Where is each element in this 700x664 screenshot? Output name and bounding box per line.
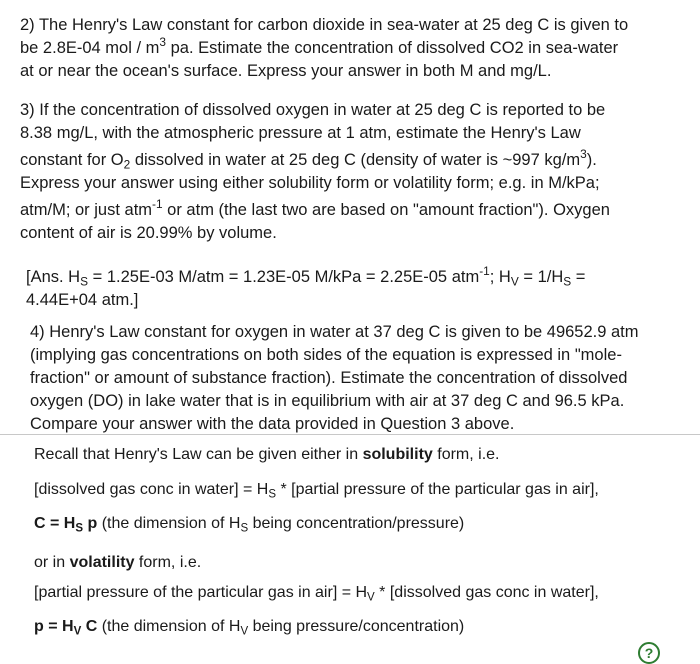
recall-intro: Recall that Henry's Law can be given either in solubility form, i.e. <box>34 446 500 463</box>
question-2 <box>20 14 688 83</box>
q3-line-1: 3) If the concentration of dissolved oxygen in water at 25 deg C is reported to be <box>20 101 606 119</box>
recall-solubility-formula: $C = H_S$ p (the dimension of $H_S$ being concentration/pressure) <box>34 515 465 535</box>
question-3 <box>20 99 688 245</box>
recall-volatility-intro: or in volatility form, i.e. <box>34 554 202 571</box>
section-divider <box>0 434 700 435</box>
recall-volatility-formula: $p = H_V$ C (the dimension of $H_V$ being pressure/concentration) <box>34 618 465 638</box>
q3-line-6: content of air is 20.99% by volume. <box>20 224 277 242</box>
answer-line-2: 4.44E+04 atm.] <box>26 291 139 309</box>
q4-line-3: fraction" or amount of substance fraction). Estimate the concentration of dissolved <box>30 369 628 387</box>
q3-line-5: atm/M; or just atm$^{-1}$ or atm (the last two are based on "amount fraction"). Oxygen <box>20 196 610 219</box>
q2-line-2: be 2.8E-04 mol / $m^3$ pa. Estimate the concentration of dissolved CO2 in sea-water <box>20 34 619 57</box>
answer-3 <box>26 263 694 312</box>
question-4 <box>30 321 698 436</box>
help-icon[interactable]: ? <box>638 642 660 664</box>
q2-line-3: at or near the ocean's surface. Express your answer in both M and mg/L. <box>20 62 552 80</box>
q4-line-2: (implying gas concentrations on both sides of the equation is expressed in "mole- <box>30 346 622 364</box>
q4-line-1: 4) Henry's Law constant for oxygen in water at 37 deg C is given to be 49652.9 atm <box>30 323 639 341</box>
recall-solubility-equation: [dissolved gas conc in water] = $H_S$ * [partial pressure of the particular gas in air], <box>34 481 599 501</box>
q4-line-5: Compare your answer with the data provided in Question 3 above. <box>30 415 515 433</box>
q3-line-4: Express your answer using either solubility form or volatility form; e.g. in M/kPa; <box>20 174 600 192</box>
q4-line-4: oxygen (DO) in lake water that is in equilibrium with air at 37 deg C and 96.5 kPa. <box>30 392 625 410</box>
q3-line-2: 8.38 mg/L, with the atmospheric pressure at 1 atm, estimate the Henry's Law <box>20 124 581 142</box>
q2-line-1: 2) The Henry's Law constant for carbon dioxide in sea-water at 25 deg C is given to <box>20 16 629 34</box>
q3-line-3: constant for $O_2$ dissolved in water at 25 deg C (density of water is ~997 $kg/m^3$). <box>20 146 597 172</box>
recall-volatility-equation: [partial pressure of the particular gas in $air] = H_V$ * [dissolved gas conc in water], <box>34 584 599 604</box>
answer-line-1: [Ans. $H_S = 1.25E-03$ M/atm = 1.23E-05 M/kPa = 2.25E-05 atm$^{-1}$; $H_V = 1/H_S$ = <box>26 263 586 289</box>
